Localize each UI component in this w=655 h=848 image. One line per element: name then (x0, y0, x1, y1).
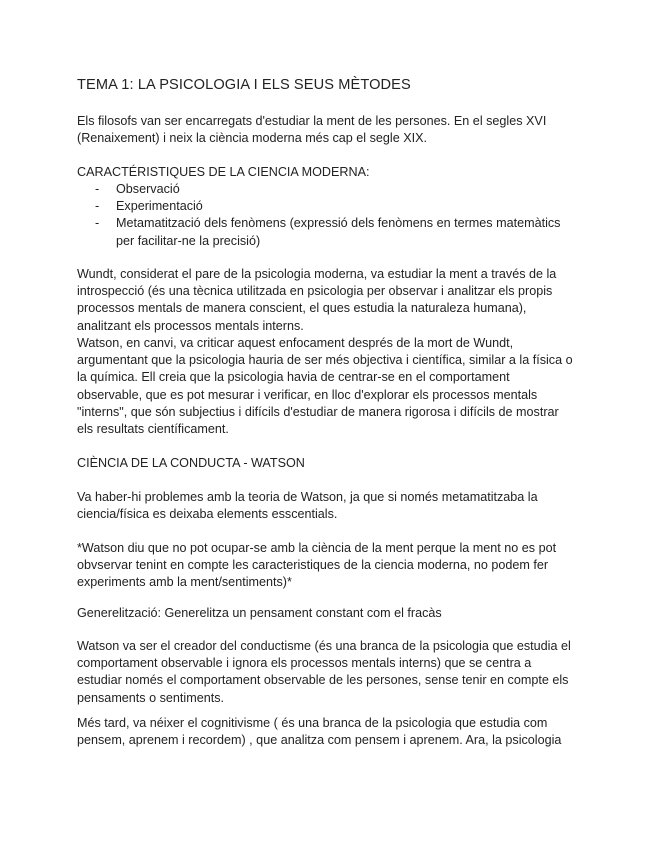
list-item (77, 181, 577, 198)
intro-paragraph: Els filosofs van ser encarregats d'estudiar la ment de les persones. En el segles XVI (Renaixement) i neix la ciència moderna més cap el segle XIX. (77, 114, 547, 146)
list-item (77, 198, 577, 215)
bullet-dash-icon: - (95, 216, 100, 231)
bullet-dash-icon: - (95, 199, 100, 214)
characteristics-list (77, 181, 577, 250)
list-item (77, 215, 577, 249)
behaviorism-paragraph: Watson va ser el creador del conductisme (és una branca de la psicologia que estudia el comportament observable i ignora els processos mentals interns) que se centra a estudiar només el comportament observable de les persones, sense tenir en compte els pensaments o sentiments. (77, 639, 571, 705)
watson-paragraph: Watson, en canvi, va criticar aquest enfocament després de la mort de Wundt, argumentant que la psicologia hauria de ser més objectiva i científica, similar a la física o la química. Ell creia que la psicologia havia de centrar-se en el comportament observable, que es pot mesurar i verificar, en lloc d'explorar els processos mentals "interns", que són subjectius i difícils d'estudiar de manera rigorosa i difícils de mostrar els resultats científicament. (77, 336, 573, 437)
list-item-text: Experimentació (116, 199, 203, 214)
bullet-dash-icon: - (95, 182, 100, 196)
wundt-paragraph: Wundt, considerat el pare de la psicologia moderna, va estudiar la ment a través de la introspecció (és una tècnica utilitzada en psicologia per observar i analitzar els propis processos mentals de manera conscient, el ques estudia la naturaleza humana), analitzant els processos mentals interns. (77, 267, 557, 333)
list-item-text: Observació (116, 182, 180, 196)
list-item-text: Metamatització dels fenòmens (expressió dels fenòmens en termes matemàtics per facilitar-ne la precisió) (116, 216, 561, 248)
generalization-paragraph: Generelització: Generelitza un pensament constant com el fracàs (77, 606, 442, 620)
problems-paragraph: Va haber-hi problemes amb la teoria de Watson, ja que si només metamatitzaba la ciencia/física es deixaba elements esscentials. (77, 490, 538, 522)
document-title: TEMA 1: LA PSICOLOGIA I ELS SEUS MÈTODES (77, 77, 411, 93)
conducta-heading: CIÈNCIA DE LA CONDUCTA - WATSON (77, 456, 305, 470)
characteristics-heading: CARACTÉRISTIQUES DE LA CIENCIA MODERNA: (77, 165, 370, 179)
note-paragraph: *Watson diu que no pot ocupar-se amb la ciència de la ment perque la ment no es pot obvservar tenint en compte les caracteristiques de la ciencia moderna, no podem fer experiments amb la ment/sentiments)* (77, 541, 557, 590)
cognitivism-paragraph: Més tard, va néixer el cognitivisme ( és una branca de la psicologia que estudia com pensem, aprenem i recordem) , que analitza com pensem i aprenem. Ara, la psicologia (77, 716, 562, 748)
